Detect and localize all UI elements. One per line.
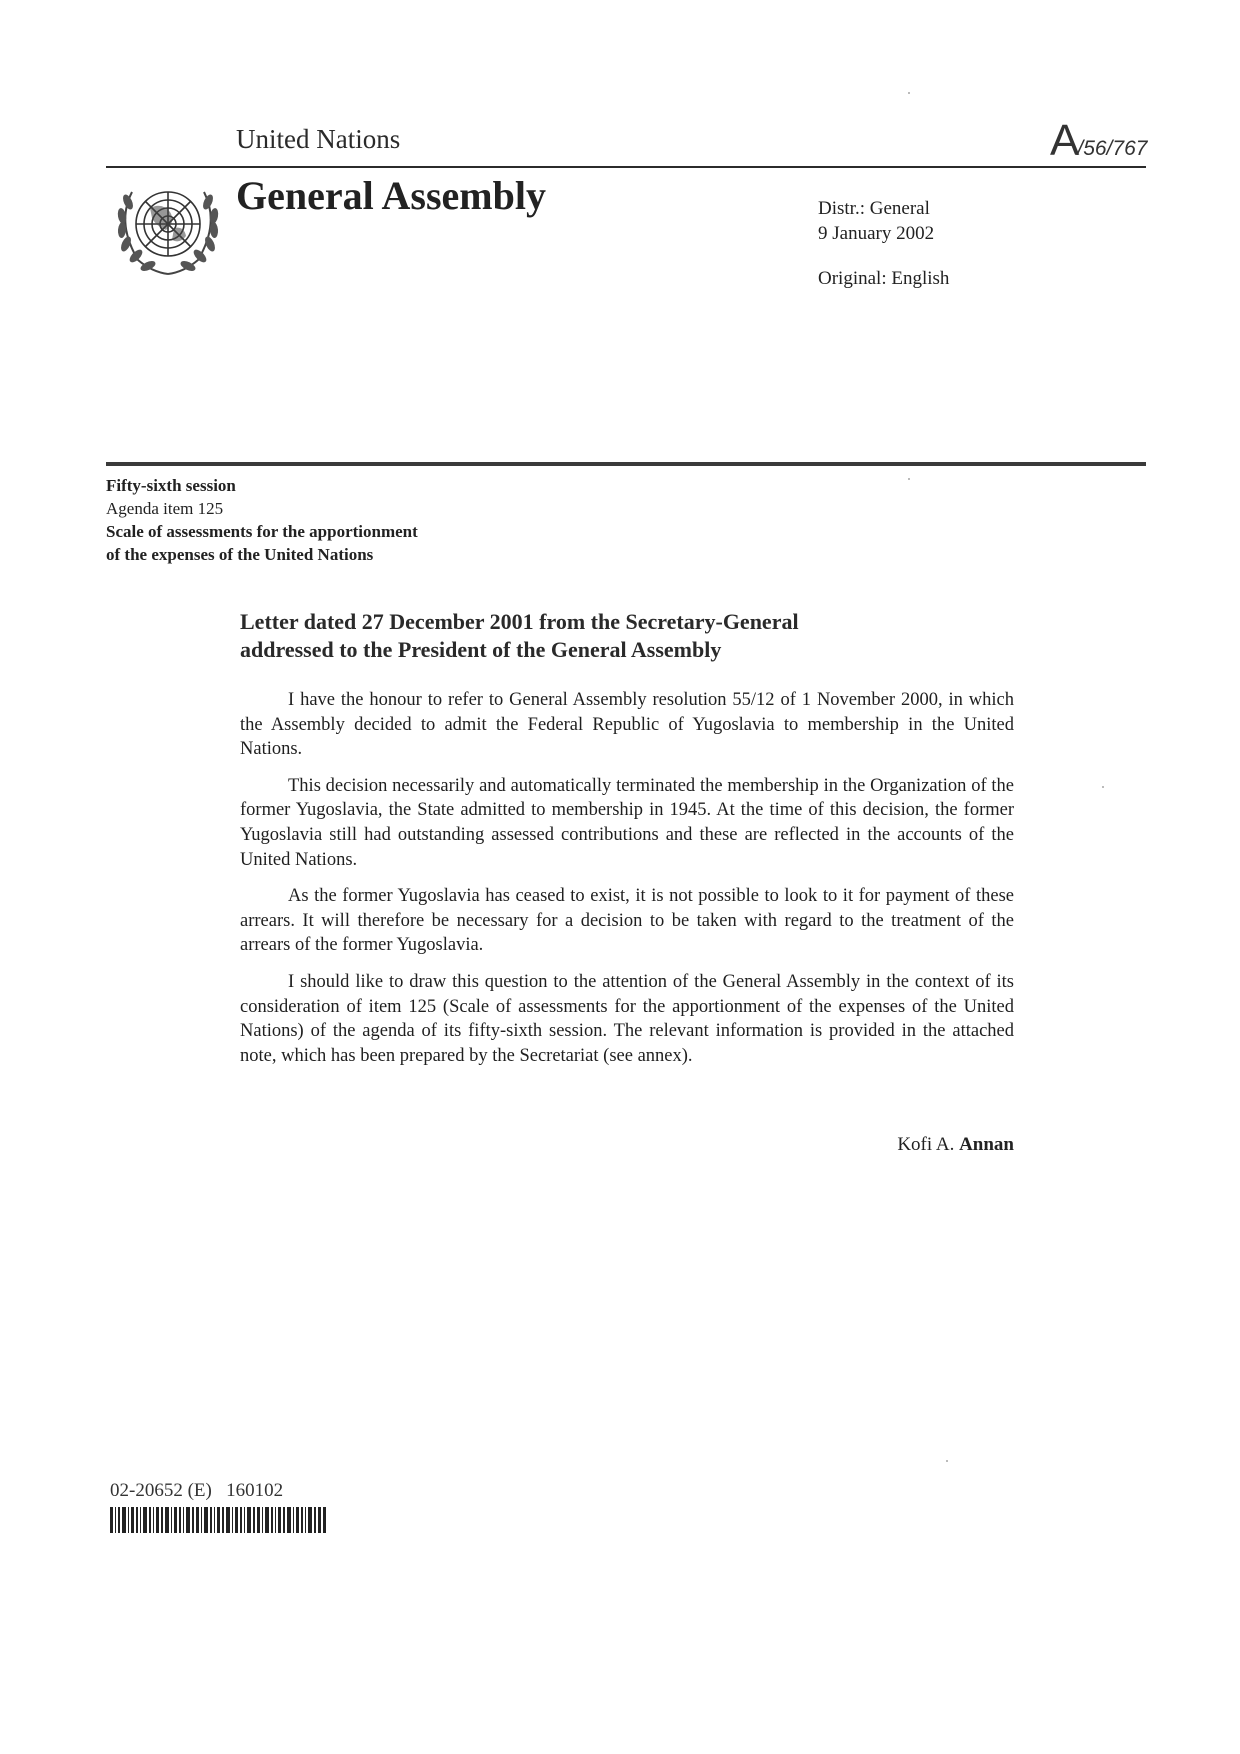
document-number: 02-20652 (E) 160102: [110, 1480, 284, 1501]
distribution-block: [818, 196, 934, 246]
document-symbol-number: /56/767: [1077, 137, 1148, 160]
letter-title: [240, 608, 799, 664]
signature-last-name: Annan: [959, 1134, 1014, 1155]
section-rule: [106, 462, 1146, 466]
scan-speck: [908, 92, 910, 94]
agenda-item-title-line1: Scale of assessments for the apportionment: [106, 522, 418, 541]
signature-first-name: Kofi A.: [897, 1134, 955, 1155]
un-emblem-icon: [110, 178, 226, 278]
letter-paragraph: I have the honour to refer to General Assembly resolution 55/12 of 1 November 2000, in which the Assembly decided to admit the Federal Republic of Yugoslavia to membership in the United Nations.: [240, 690, 1014, 760]
letter-paragraph: I should like to draw this question to the attention of the General Assembly in the context of its consideration of item 125 (Scale of assessments for the apportionment of the expenses of the United Nations) of the agenda of its fifty-sixth session. The relevant information is provided in the attached note, which has been prepared by the Secretariat (see annex).: [240, 971, 1014, 1066]
scan-speck: [946, 1460, 948, 1462]
scan-speck: [908, 478, 910, 480]
scan-speck: [1102, 786, 1104, 788]
agenda-item: Agenda item 125: [106, 499, 224, 518]
signature: [897, 1134, 1014, 1156]
original-language: Original: English: [818, 268, 950, 289]
letter-body: [240, 688, 1014, 1080]
general-assembly-title: General Assembly: [236, 173, 546, 218]
session-block: [106, 474, 418, 566]
document-symbol: [1050, 116, 1147, 166]
header-rule: [106, 166, 1146, 168]
session-name: Fifty-sixth session: [106, 476, 236, 495]
document-symbol-letter: A: [1050, 116, 1078, 165]
letter-title-line1: Letter dated 27 December 2001 from the Secretary-General: [240, 609, 799, 634]
letter-title-line2: addressed to the President of the General Assembly: [240, 637, 722, 662]
barcode-icon: [110, 1507, 326, 1533]
distribution-label: Distr.: General: [818, 198, 930, 219]
document-date: 9 January 2002: [818, 223, 935, 244]
letter-paragraph: As the former Yugoslavia has ceased to exist, it is not possible to look to it for payment of these arrears. It will therefore be necessary for a decision to be taken with regard to the treatment of the arrears of the former Yugoslavia.: [240, 886, 1014, 956]
organization-name: United Nations: [236, 124, 401, 154]
agenda-item-title-line2: of the expenses of the United Nations: [106, 545, 374, 564]
letter-paragraph: This decision necessarily and automatically terminated the membership in the Organization of the former Yugoslavia, the State admitted to membership in 1945. At the time of this decision, the former Yugoslavia still had outstanding assessed contributions and these are reflected in the accounts of the United Nations.: [240, 775, 1014, 870]
